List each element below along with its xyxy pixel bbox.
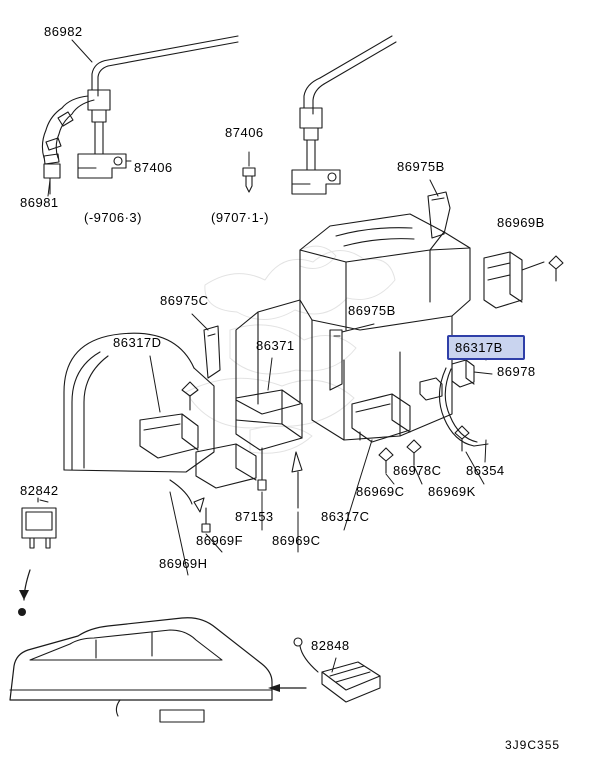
part-label-86969h: 86969H <box>159 556 208 571</box>
highlighted-part-box[interactable] <box>447 335 525 360</box>
part-label-86978: 86978 <box>497 364 536 379</box>
part-label-86317c: 86317C <box>321 509 370 524</box>
part-label-86317d: 86317D <box>113 335 162 350</box>
part-label-86969f: 86969F <box>196 533 244 548</box>
part-label-86371: 86371 <box>256 338 295 353</box>
part-label-86981: 86981 <box>20 195 59 210</box>
part-label-86969b: 86969B <box>497 215 545 230</box>
part-label-86975c: 86975C <box>160 293 209 308</box>
part-label-87406-top: 87406 <box>225 125 264 140</box>
highlighted-part-label: 86317B <box>455 340 503 355</box>
part-label-82842: 82842 <box>20 483 59 498</box>
part-label-86978c: 86978C <box>393 463 442 478</box>
part-label-86969c-right: 86969C <box>356 484 405 499</box>
note-date-range-left: (-9706·3) <box>84 210 142 225</box>
part-label-87153: 87153 <box>235 509 274 524</box>
part-label-86969k: 86969K <box>428 484 476 499</box>
note-date-range-right: (9707·1-) <box>211 210 269 225</box>
part-label-86975b-top: 86975B <box>397 159 445 174</box>
part-label-86982: 86982 <box>44 24 83 39</box>
part-label-87406-left: 87406 <box>134 160 173 175</box>
part-label-86969c-left: 86969C <box>272 533 321 548</box>
part-label-86354: 86354 <box>466 463 505 478</box>
part-label-86975b-mid: 86975B <box>348 303 396 318</box>
figure-code: 3J9C355 <box>505 738 561 752</box>
part-label-82848: 82848 <box>311 638 350 653</box>
